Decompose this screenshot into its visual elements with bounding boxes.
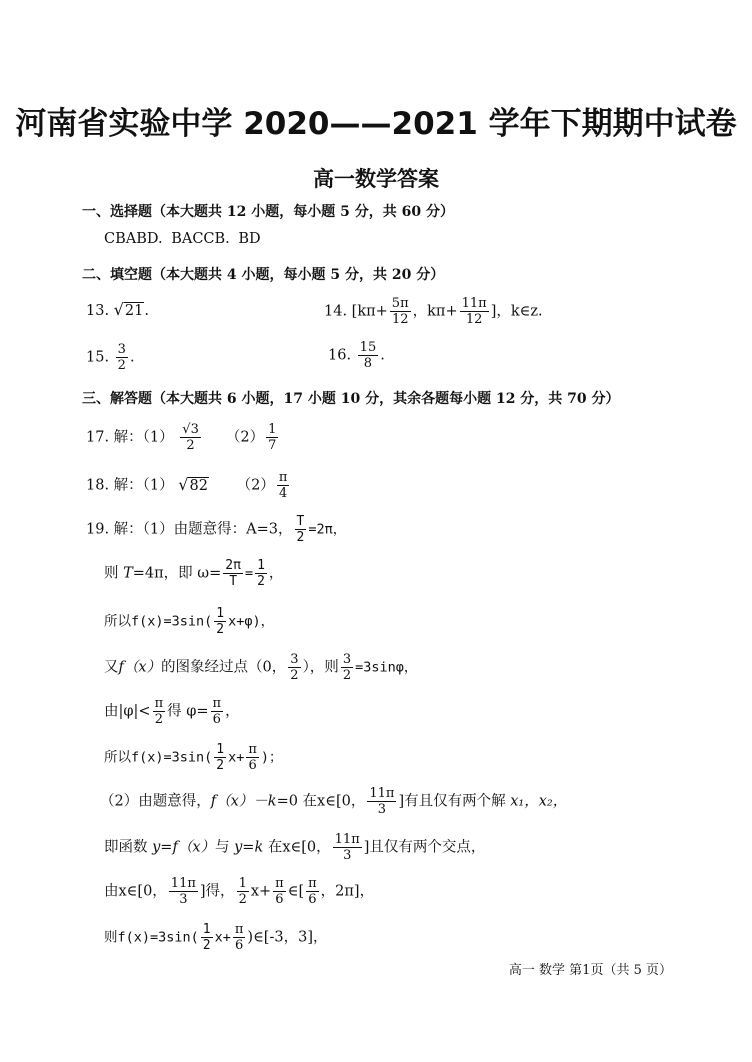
q19-line-5: 由|φ|< $\frac{\pi}{2}$ 得 φ= $\frac{\pi}{6}$ ， bbox=[104, 696, 240, 727]
answer-14: 14. [kπ+ $\frac{5\pi}{12}$ ，kπ+ $\frac{11\pi}{12}$ ]，k∈z. bbox=[324, 296, 543, 327]
answer-13: 13. √21. bbox=[86, 298, 149, 323]
q19-line-3: 所以f(x)=3sin( $\frac{1}{2}$ x+φ)， bbox=[104, 606, 275, 637]
answer-16: 16. $\frac{15}{8}$ . bbox=[328, 340, 385, 371]
q19-line-4: 又f（x）的图象经过点（0， $\frac{3}{2}$ ），则 $\frac{3}{2}$ =3sinφ， bbox=[104, 652, 418, 683]
q19-line-9: 由x∈[0， $\frac{11\pi}{3}$ ]得， $\frac{1}{2}$ x+ $\frac{\pi}{6}$ ∈[ $\frac{\pi}{6}$ ，2π]， bbox=[104, 876, 375, 907]
q19-line-1: 19. 解：（1）由题意得：A=3， $\frac{T}{2}$ =2π， bbox=[86, 514, 347, 545]
page-footer: 高一 数学 第1页（共 5 页） bbox=[508, 963, 672, 978]
section-heading-solve: 三、解答题（本大题共 6 小题，17 小题 10 分，其余各题每小题 12 分，共 70 分） bbox=[82, 391, 620, 407]
answer-17: 17. 解：（1） $\frac{√3}{2}$ （2） $\frac{1}{7}$ bbox=[86, 422, 277, 453]
answer-15: 15. $\frac{3}{2}$ . bbox=[86, 342, 135, 373]
q19-line-7: （2）由题意得，f（x）－k=0 在x∈[0， $\frac{11\pi}{3}$ ]有且仅有两个解 x₁，x₂， bbox=[100, 786, 568, 817]
answer-18: 18. 解：（1） √82 （2） $\frac{\pi}{4}$ bbox=[86, 470, 288, 501]
q19-line-10: 则f(x)=3sin( $\frac{1}{2}$ x+ $\frac{\pi}{6}$ )∈[-3，3]， bbox=[104, 922, 328, 953]
sqrt-symbol: √21 bbox=[113, 300, 144, 319]
q19-line-6: 所以f(x)=3sin( $\frac{1}{2}$ x+ $\frac{\pi}{6}$ )； bbox=[104, 742, 283, 773]
choice-answers: CBABD. BACCB. BD bbox=[104, 231, 261, 247]
q19-line-2: 则 T=4π，即 ω= $\frac{2\pi}{T}$ = $\frac{1}{2}$ ， bbox=[104, 558, 284, 589]
page-title: 河南省实验中学 2020——2021 学年下期期中试卷 bbox=[15, 106, 737, 142]
page-subtitle: 高一数学答案 bbox=[313, 167, 439, 191]
section-heading-choice: 一、选择题（本大题共 12 小题，每小题 5 分，共 60 分） bbox=[82, 204, 454, 220]
q19-line-8: 即函数 y=f（x）与 y=k 在x∈[0， $\frac{11\pi}{3}$ ]且仅有两个交点， bbox=[104, 832, 486, 863]
section-heading-fill: 二、填空题（本大题共 4 小题，每小题 5 分，共 20 分） bbox=[82, 267, 445, 283]
